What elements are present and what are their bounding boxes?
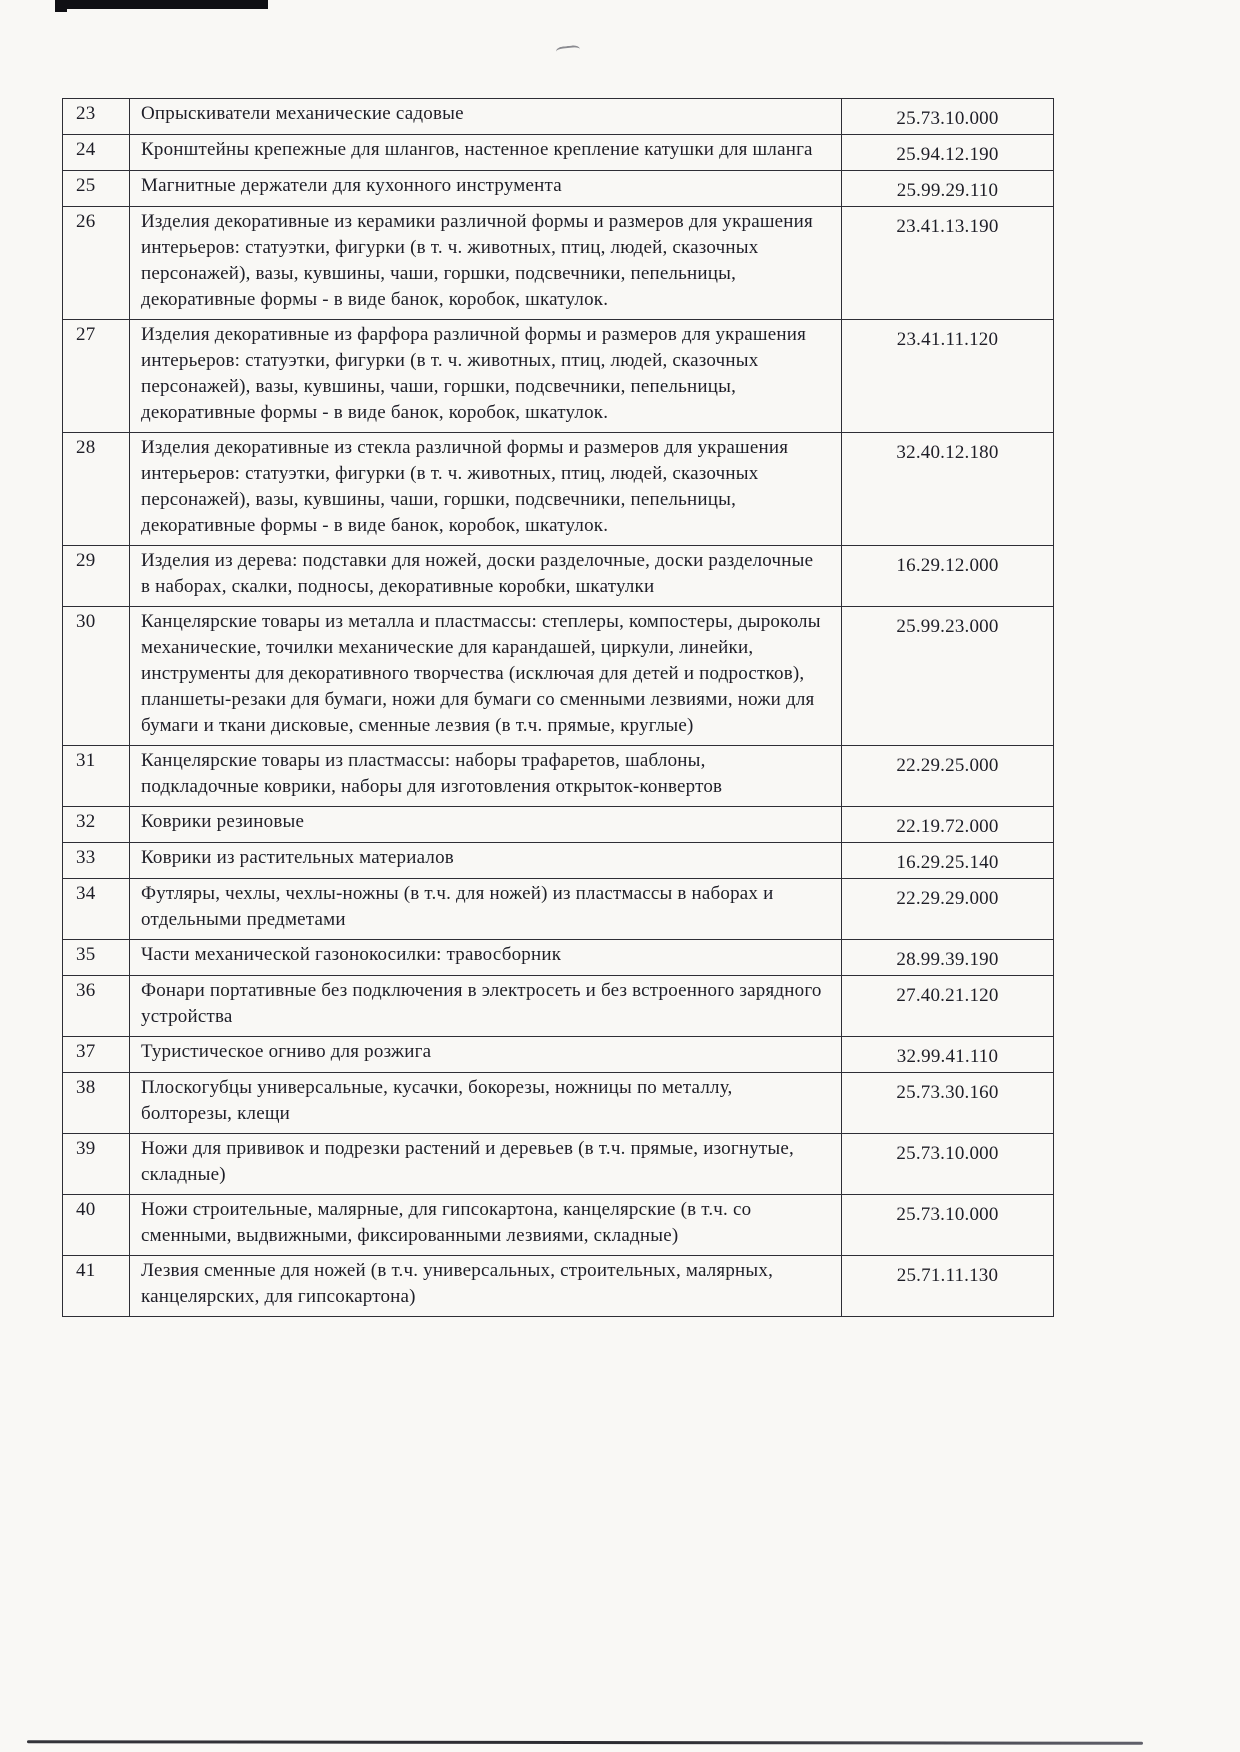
table-row	[63, 433, 1054, 546]
row-code-cell: 28.99.39.190	[842, 940, 1054, 976]
goods-table-body	[63, 99, 1054, 1317]
row-code-cell: 25.73.10.000	[842, 99, 1054, 135]
row-description-cell: Изделия декоративные из фарфора различной формы и размеров для украшения интерьеров: статуэтки, фигурки (в т. ч. животных, птиц, людей, сказочных персонажей), вазы, кувшины, чаши, горшки, подсвечники, пепельницы, декоративные формы - в виде банок, коробок, шкатулок.	[130, 320, 842, 433]
scan-artifact-bottom-line	[27, 1740, 1143, 1745]
row-code-cell: 27.40.21.120	[842, 976, 1054, 1037]
row-number-cell: 30	[63, 607, 130, 746]
row-number-cell: 38	[63, 1073, 130, 1134]
row-number-cell: 32	[63, 807, 130, 843]
scan-artifact-pen-mark	[556, 45, 581, 56]
row-number-cell: 33	[63, 843, 130, 879]
row-code-cell: 25.73.10.000	[842, 1195, 1054, 1256]
row-code-cell: 25.71.11.130	[842, 1256, 1054, 1317]
table-row	[63, 546, 1054, 607]
row-description-cell: Кронштейны крепежные для шлангов, настенное крепление катушки для шланга	[130, 135, 842, 171]
table-row	[63, 1037, 1054, 1073]
row-number-cell: 23	[63, 99, 130, 135]
row-code-cell: 25.99.29.110	[842, 171, 1054, 207]
row-number-cell: 39	[63, 1134, 130, 1195]
row-description-cell: Ножи строительные, малярные, для гипсокартона, канцелярские (в т.ч. со сменными, выдвижными, фиксированными лезвиями, складные)	[130, 1195, 842, 1256]
row-description-cell: Канцелярские товары из металла и пластмассы: степлеры, компостеры, дыроколы механические, точилки механические для карандашей, циркули, линейки, инструменты для декоративного творчества (исключая для детей и подростков), планшеты-резаки для бумаги, ножи для бумаги со сменными лезвиями, ножи для бумаги и ткани дисковые, сменные лезвия (в т.ч. прямые, круглые)	[130, 607, 842, 746]
row-code-cell: 23.41.11.120	[842, 320, 1054, 433]
row-number-cell: 41	[63, 1256, 130, 1317]
row-code-cell: 16.29.12.000	[842, 546, 1054, 607]
table-row	[63, 135, 1054, 171]
table-row	[63, 99, 1054, 135]
row-description-cell: Плоскогубцы универсальные, кусачки, бокорезы, ножницы по металлу, болторезы, клещи	[130, 1073, 842, 1134]
row-number-cell: 35	[63, 940, 130, 976]
row-code-cell: 22.29.25.000	[842, 746, 1054, 807]
table-row	[63, 607, 1054, 746]
row-description-cell: Изделия из дерева: подставки для ножей, доски разделочные, доски разделочные в наборах, скалки, подносы, декоративные коробки, шкатулки	[130, 546, 842, 607]
row-description-cell: Части механической газонокосилки: травосборник	[130, 940, 842, 976]
table-row	[63, 807, 1054, 843]
row-description-cell: Магнитные держатели для кухонного инструмента	[130, 171, 842, 207]
table-row	[63, 320, 1054, 433]
row-description-cell: Туристическое огниво для розжига	[130, 1037, 842, 1073]
row-description-cell: Коврики резиновые	[130, 807, 842, 843]
row-code-cell: 23.41.13.190	[842, 207, 1054, 320]
row-code-cell: 16.29.25.140	[842, 843, 1054, 879]
table-row	[63, 207, 1054, 320]
table-row	[63, 843, 1054, 879]
row-code-cell: 32.99.41.110	[842, 1037, 1054, 1073]
row-number-cell: 26	[63, 207, 130, 320]
row-number-cell: 29	[63, 546, 130, 607]
row-description-cell: Опрыскиватели механические садовые	[130, 99, 842, 135]
row-description-cell: Канцелярские товары из пластмассы: наборы трафаретов, шаблоны, подкладочные коврики, наборы для изготовления открыток-конвертов	[130, 746, 842, 807]
row-code-cell: 25.73.10.000	[842, 1134, 1054, 1195]
row-description-cell: Коврики из растительных материалов	[130, 843, 842, 879]
row-code-cell: 25.94.12.190	[842, 135, 1054, 171]
table-row	[63, 171, 1054, 207]
row-description-cell: Изделия декоративные из стекла различной формы и размеров для украшения интерьеров: статуэтки, фигурки (в т. ч. животных, птиц, людей, сказочных персонажей), вазы, кувшины, чаши, горшки, подсвечники, пепельницы, декоративные формы - в виде банок, коробок, шкатулок.	[130, 433, 842, 546]
row-number-cell: 24	[63, 135, 130, 171]
row-code-cell: 32.40.12.180	[842, 433, 1054, 546]
row-description-cell: Изделия декоративные из керамики различной формы и размеров для украшения интерьеров: статуэтки, фигурки (в т. ч. животных, птиц, людей, сказочных персонажей), вазы, кувшины, чаши, горшки, подсвечники, пепельницы, декоративные формы - в виде банок, коробок, шкатулок.	[130, 207, 842, 320]
row-code-cell: 25.73.30.160	[842, 1073, 1054, 1134]
table-row	[63, 746, 1054, 807]
row-code-cell: 25.99.23.000	[842, 607, 1054, 746]
scan-artifact-top-bar	[55, 0, 268, 9]
row-number-cell: 31	[63, 746, 130, 807]
row-code-cell: 22.29.29.000	[842, 879, 1054, 940]
row-description-cell: Лезвия сменные для ножей (в т.ч. универсальных, строительных, малярных, канцелярских, для гипсокартона)	[130, 1256, 842, 1317]
row-number-cell: 40	[63, 1195, 130, 1256]
table-row	[63, 976, 1054, 1037]
row-number-cell: 25	[63, 171, 130, 207]
table-row	[63, 1134, 1054, 1195]
goods-classification-table	[62, 98, 1054, 1317]
row-number-cell: 34	[63, 879, 130, 940]
row-number-cell: 37	[63, 1037, 130, 1073]
table-row	[63, 1073, 1054, 1134]
row-number-cell: 28	[63, 433, 130, 546]
row-number-cell: 36	[63, 976, 130, 1037]
table-row	[63, 1256, 1054, 1317]
table-row	[63, 879, 1054, 940]
row-description-cell: Футляры, чехлы, чехлы-ножны (в т.ч. для ножей) из пластмассы в наборах и отдельными предметами	[130, 879, 842, 940]
table-row	[63, 940, 1054, 976]
row-description-cell: Ножи для прививок и подрезки растений и деревьев (в т.ч. прямые, изогнутые, складные)	[130, 1134, 842, 1195]
table-row	[63, 1195, 1054, 1256]
row-number-cell: 27	[63, 320, 130, 433]
row-code-cell: 22.19.72.000	[842, 807, 1054, 843]
row-description-cell: Фонари портативные без подключения в электросеть и без встроенного зарядного устройства	[130, 976, 842, 1037]
